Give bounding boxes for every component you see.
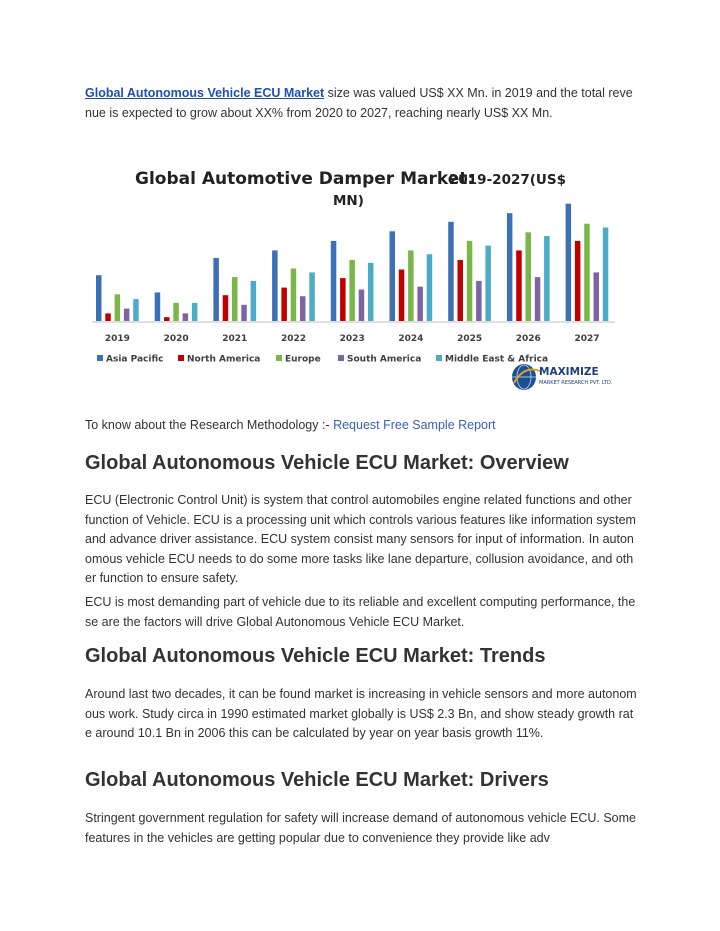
bar-2024-europe [408,250,414,321]
x-tick-label: 2022 [280,334,307,344]
x-tick-label: 2024 [398,334,424,344]
bar-2024-middle-east-africa [427,254,433,321]
sample-report-link[interactable]: Request Free Sample Report [333,418,496,432]
x-tick-label: 2023 [339,334,365,344]
bar-2027-asia-pacific [566,204,572,321]
bar-2019-asia-pacific [96,275,102,321]
legend-label: North America [187,354,261,365]
bar-2021-north-america [223,295,229,321]
bar-2027-north-america [575,241,581,321]
legend-label: South America [347,354,422,365]
drivers-heading: Global Autonomous Vehicle ECU Market: Drivers [85,769,549,791]
bar-2022-asia-pacific [272,250,278,321]
chart-legend [97,355,548,365]
methodology-line [85,416,637,436]
chart-bars [96,204,608,321]
bar-2026-north-america [516,250,522,321]
bar-2025-europe [467,241,473,321]
trends-heading: Global Autonomous Vehicle ECU Market: Trends [85,645,546,667]
bar-2027-middle-east-africa [603,228,609,322]
bar-2020-europe [173,303,179,321]
logo-line2: MARKET RESEARCH PVT. LTD. [539,380,613,386]
bar-2021-asia-pacific [213,258,219,321]
x-tick-label: 2026 [515,334,541,344]
bar-2024-north-america [399,270,405,322]
x-tick-label: 2019 [104,334,130,344]
intro-paragraph [85,84,637,123]
chart-title-line1: Global Automotive Damper Market: [135,169,475,189]
bar-2023-asia-pacific [331,241,337,321]
bar-2019-north-america [105,313,111,321]
bar-2026-south-america [535,277,541,321]
bar-2025-asia-pacific [448,222,454,321]
bar-2020-asia-pacific [155,292,161,321]
bar-2022-south-america [300,296,306,321]
bar-2019-europe [115,294,121,321]
chart-title-suffix: 2019-2027(US$ [449,172,566,188]
bar-2024-south-america [417,287,423,321]
chart-title-line2: MN) [333,193,364,209]
x-tick-label: 2027 [574,334,600,344]
methodology-text: To know about the Research Methodology :- [85,418,334,432]
bar-2023-north-america [340,278,346,321]
logo-line1: MAXIMIZE [539,366,599,378]
market-link[interactable]: Global Autonomous Vehicle ECU Market [85,86,325,100]
x-axis-labels [105,334,600,344]
bar-2020-south-america [183,313,189,321]
bar-2023-europe [349,260,355,321]
market-chart [85,158,637,404]
bar-2026-asia-pacific [507,213,513,321]
bar-2023-south-america [359,290,365,322]
legend-swatch [276,355,282,361]
overview-heading: Global Autonomous Vehicle ECU Market: Overview [85,452,569,474]
x-tick-label: 2025 [457,334,483,344]
intro-text: size was valued US$ XX Mn. in 2019 and the total revenue is expected to grow about XX% from 2020 to 2027, reaching nearly US$ XX Mn. [85,86,633,120]
trends-paragraph: Around last two decades, it can be found market is increasing in vehicle sensors and more autonomous work. Study circa in 1990 estimated market globally is US$ 2.3 Bn, and show steady growth rate around 10.1 Bn in 2006 this can be calculated by year on year basis growth 11%. [85,687,637,740]
bar-2022-europe [291,269,297,322]
bar-2023-middle-east-africa [368,263,374,321]
legend-swatch [436,355,442,361]
bar-2022-middle-east-africa [309,272,315,321]
bar-2020-middle-east-africa [192,303,198,321]
bar-2020-north-america [164,317,170,321]
bar-2024-asia-pacific [390,231,396,321]
chart-svg [85,158,637,404]
overview-paragraph-2: ECU is most demanding part of vehicle due to its reliable and excellent computing performance, these are the factors will drive Global Autonomous Vehicle ECU Market. [85,595,636,629]
bar-2025-south-america [476,281,482,321]
bar-2026-middle-east-africa [544,236,550,321]
legend-swatch [178,355,184,361]
legend-swatch [97,355,103,361]
legend-label: Europe [285,354,321,365]
bar-2019-south-america [124,309,129,321]
bar-2025-north-america [458,260,464,321]
bar-2027-europe [584,224,590,321]
bar-2026-europe [526,232,532,321]
legend-swatch [338,355,344,361]
overview-paragraph-1: ECU (Electronic Control Unit) is system that control automobiles engine related functions and other function of Vehicle. ECU is a processing unit which controls various features like information system and advance driver assistance. ECU system consist many sensors for input of information. In autonomous vehicle ECU needs to do some more tasks like lane departure, collusion avoidance, and other function to ensure safety. [85,493,636,585]
legend-label: Asia Pacific [106,354,164,365]
bar-2027-south-america [594,272,600,321]
bar-2021-middle-east-africa [251,281,257,321]
bar-2025-middle-east-africa [485,246,491,321]
x-tick-label: 2021 [222,334,248,344]
bar-2021-europe [232,277,238,321]
legend-label: Middle East & Africa [445,354,549,365]
bar-2021-south-america [241,305,247,321]
x-tick-label: 2020 [163,334,189,344]
maximize-logo [512,364,613,390]
bar-2019-middle-east-africa [133,299,139,321]
drivers-paragraph: Stringent government regulation for safety will increase demand of autonomous vehicle ECU. Some features in the vehicles are getting popular due to convenience they provide like adv [85,811,636,845]
bar-2022-north-america [281,288,287,321]
